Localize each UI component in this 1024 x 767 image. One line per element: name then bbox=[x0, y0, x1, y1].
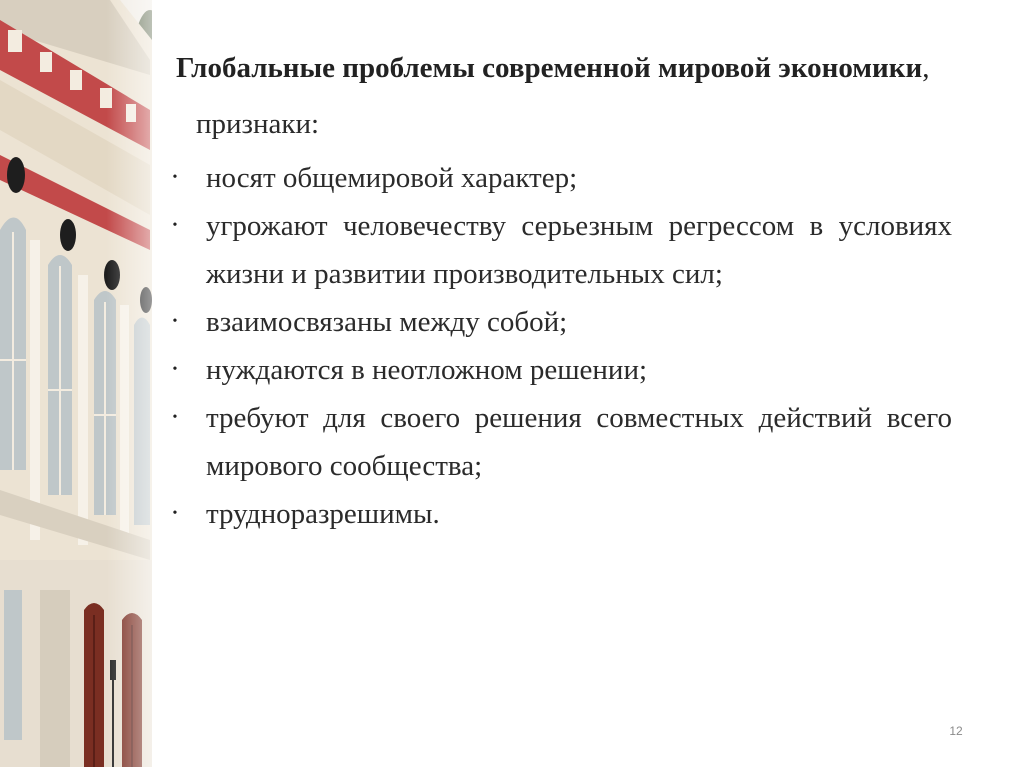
bullet-icon: • bbox=[172, 506, 178, 521]
page-number: 12 bbox=[949, 724, 963, 738]
bullet-icon: • bbox=[172, 218, 178, 233]
slide-subtitle: признаки: bbox=[196, 108, 320, 140]
list-item-text: нуждаются в неотложном решении; bbox=[206, 354, 648, 386]
bullet-icon: • bbox=[172, 362, 178, 377]
bullet-icon: • bbox=[172, 170, 178, 185]
title-comma: , bbox=[922, 52, 930, 84]
list-item-text: угрожают человечеству серьезным регрессом в условиях жизни и развитии производительных сил; bbox=[206, 210, 952, 290]
list-item bbox=[168, 490, 952, 538]
bullet-icon: • bbox=[172, 410, 178, 425]
list-item bbox=[168, 346, 952, 394]
list-item bbox=[168, 154, 952, 202]
bullet-icon: • bbox=[172, 314, 178, 329]
photo-fade bbox=[0, 0, 152, 767]
list-item-text: требуют для своего решения совместных действий всего мирового сообщества; bbox=[206, 402, 952, 482]
list-item-text: носят общемировой характер; bbox=[206, 162, 578, 194]
slide-content bbox=[168, 46, 952, 538]
signs-list bbox=[168, 154, 952, 538]
building-photo bbox=[0, 0, 152, 767]
list-item-text: трудноразрешимы. bbox=[206, 498, 440, 530]
title-text: Глобальные проблемы современной мировой экономики bbox=[176, 52, 923, 84]
slide-title bbox=[168, 46, 952, 90]
list-item bbox=[168, 298, 952, 346]
list-item-text: взаимосвязаны между собой; bbox=[206, 306, 568, 338]
list-item bbox=[168, 394, 952, 490]
list-item bbox=[168, 202, 952, 298]
